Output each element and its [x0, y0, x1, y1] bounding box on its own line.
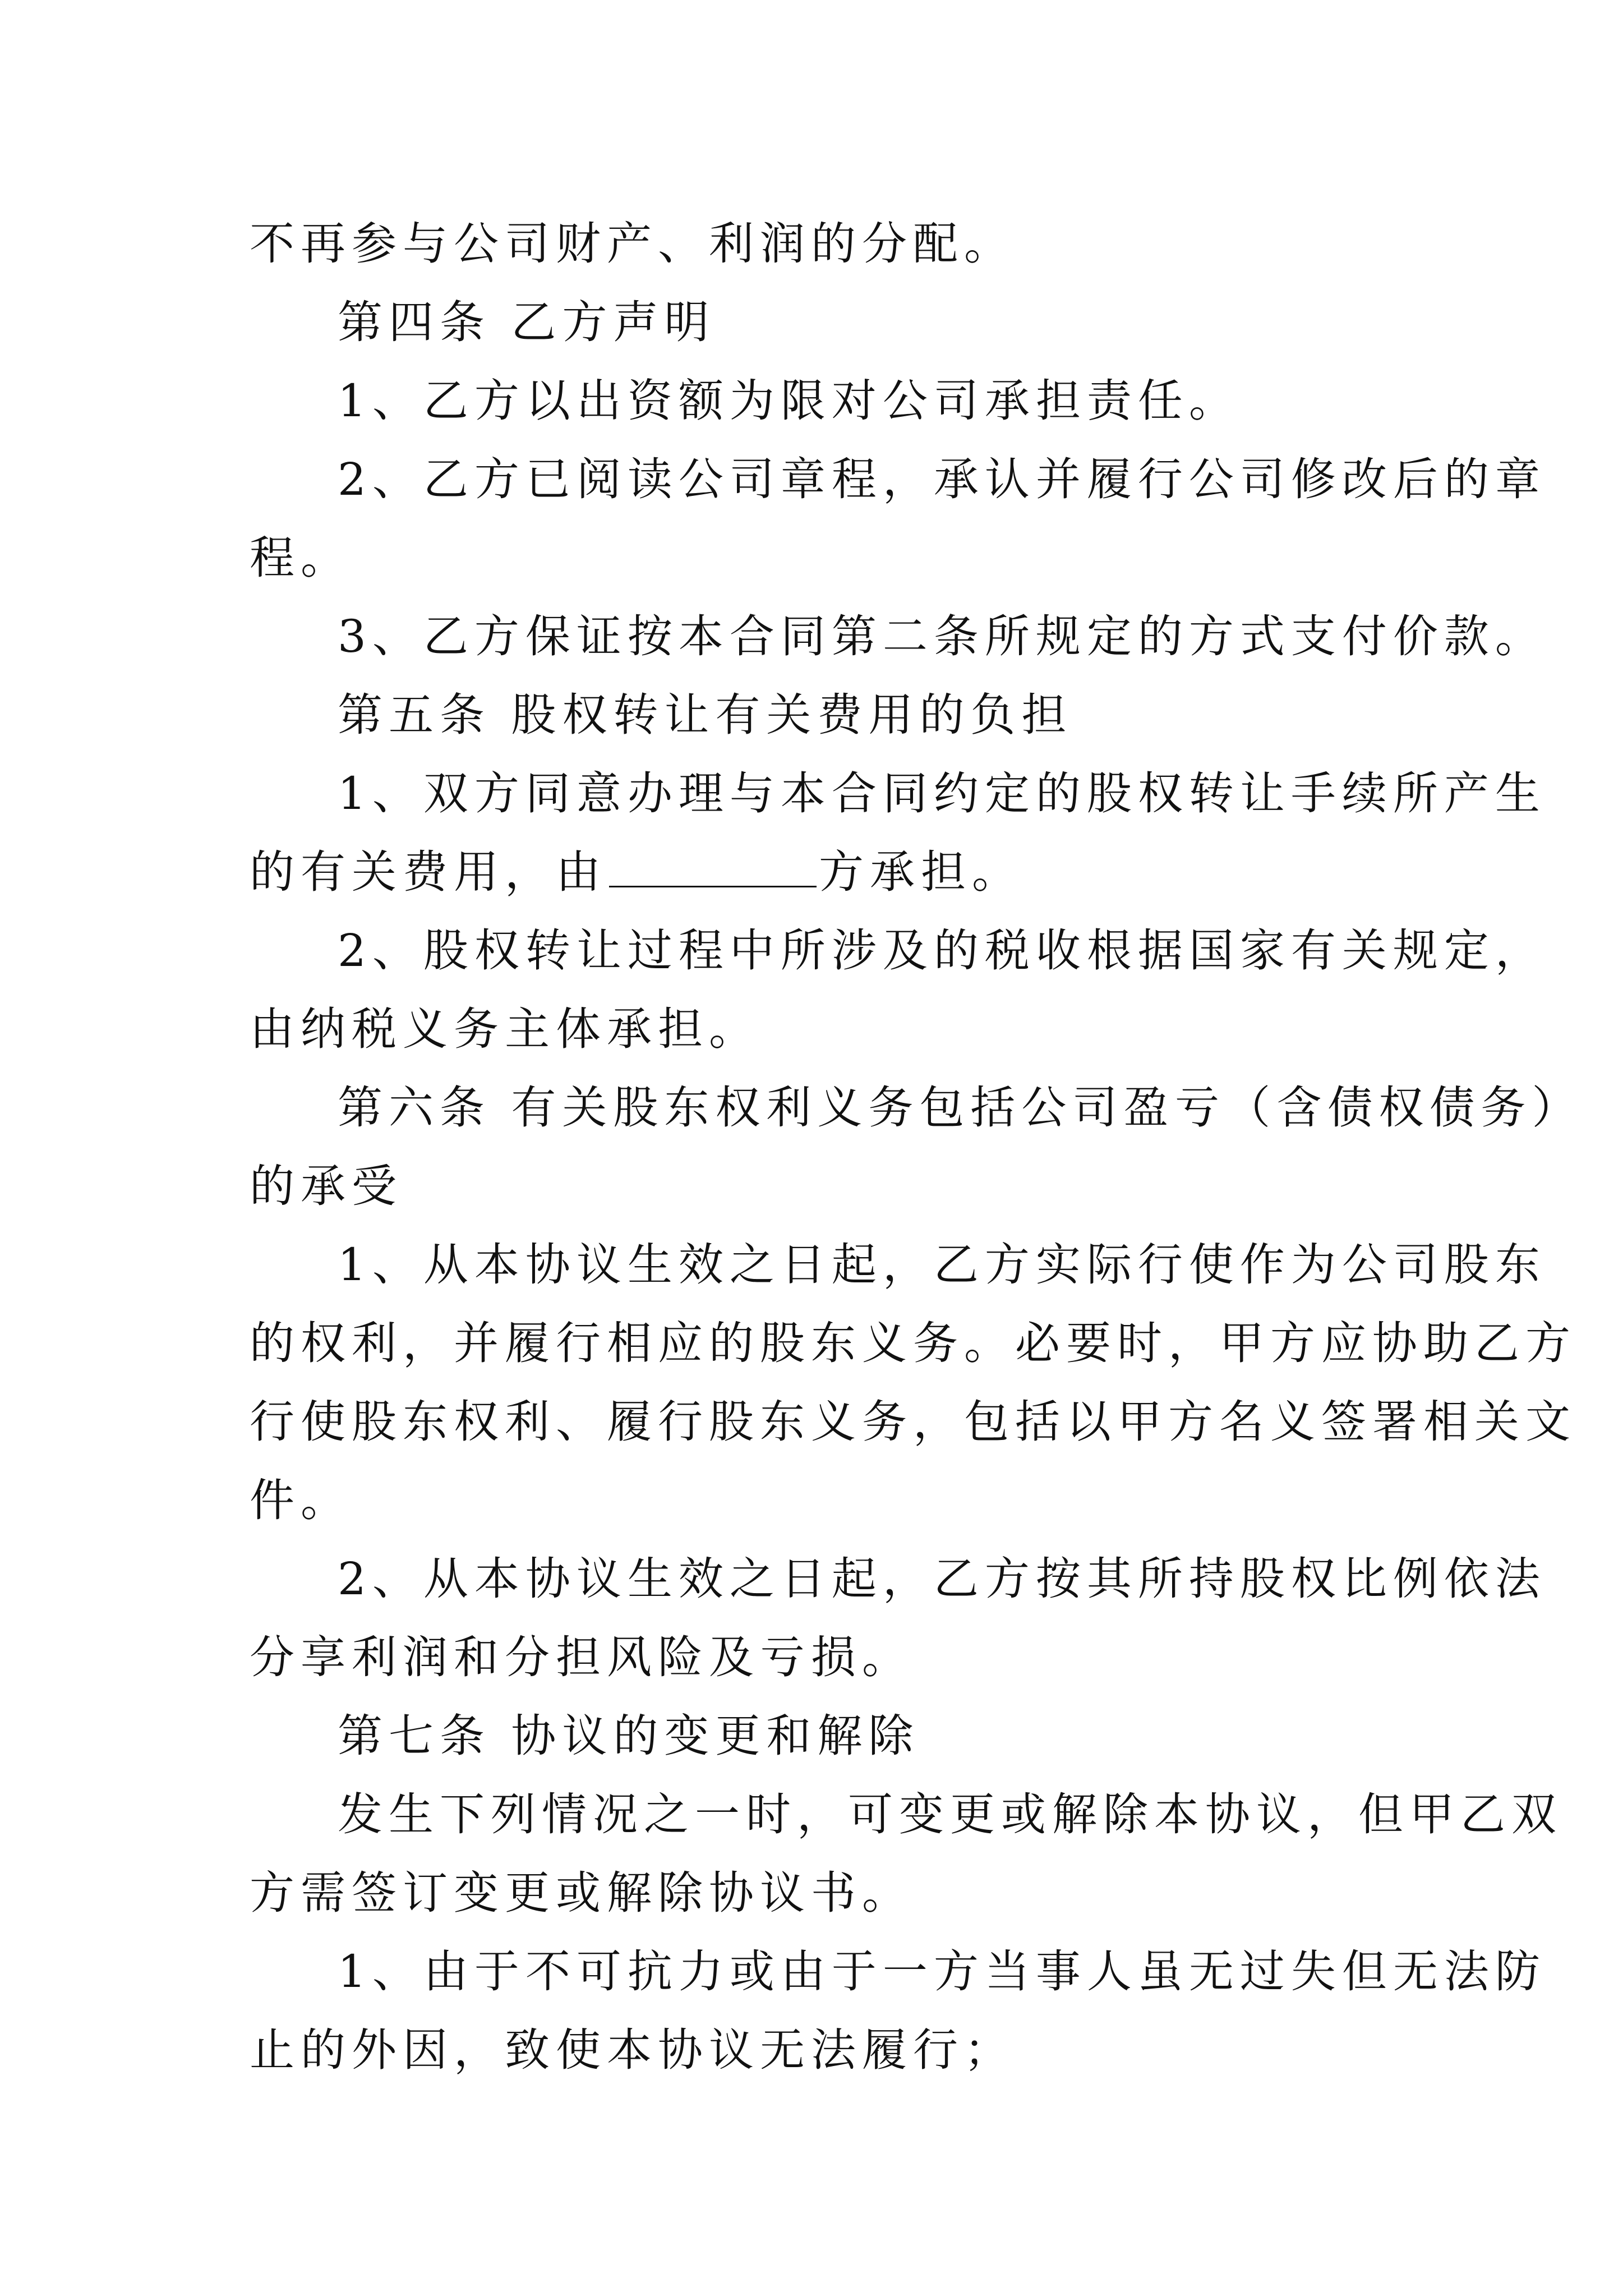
article-heading-6-line-2: 的承受 [250, 1160, 403, 1212]
article-4-clause-1: 1、乙方以出资额为限对公司承担责任。 [338, 375, 1240, 427]
text-segment: 的有关费用，由 [250, 846, 607, 898]
article-7-clause-1-line-1: 1、由于不可抗力或由于一方当事人虽无过失但无法防 [338, 1945, 1546, 1998]
article-6-clause-1-line-3: 行使股东权利、履行股东义务，包括以甲方名义签署相关文 [250, 1396, 1576, 1448]
article-4-clause-2-line-1: 2、乙方已阅读公司章程，承认并履行公司修改后的章 [338, 453, 1546, 505]
article-7-clause-1-line-2: 止的外因，致使本协议无法履行； [250, 2024, 1015, 2076]
article-5-clause-2-line-1: 2、股权转让过程中所涉及的税收根据国家有关规定， [338, 924, 1546, 977]
article-heading-7: 第七条 协议的变更和解除 [338, 1710, 920, 1762]
article-4-clause-2-line-2: 程。 [250, 532, 352, 584]
article-7-intro-line-2: 方需签订变更或解除协议书。 [250, 1867, 913, 1919]
text-segment: 方承担。 [819, 846, 1023, 898]
article-heading-5: 第五条 股权转让有关费用的负担 [338, 689, 1073, 741]
paragraph-line-continuation: 不再参与公司财产、利润的分配。 [250, 218, 1015, 270]
article-5-clause-1-line-2 [250, 844, 1023, 900]
article-4-clause-3: 3、乙方保证按本合同第二条所规定的方式支付价款。 [338, 610, 1546, 662]
fill-in-blank [609, 852, 817, 887]
article-heading-6-line-1: 第六条 有关股东权利义务包括公司盈亏（含债权债务） [338, 1082, 1583, 1134]
article-7-intro-line-1: 发生下列情况之一时，可变更或解除本协议，但甲乙双 [338, 1788, 1562, 1841]
article-6-clause-2-line-2: 分享利润和分担风险及亏损。 [250, 1631, 913, 1683]
article-6-clause-1-line-2: 的权利，并履行相应的股东义务。必要时，甲方应协助乙方 [250, 1317, 1576, 1369]
article-5-clause-1-line-1: 1、双方同意办理与本合同约定的股权转让手续所产生 [338, 767, 1546, 820]
article-heading-4: 第四条 乙方声明 [338, 296, 716, 348]
article-6-clause-2-line-1: 2、从本协议生效之日起，乙方按其所持股权比例依法 [338, 1553, 1546, 1605]
article-5-clause-2-line-2: 由纳税义务主体承担。 [250, 1003, 760, 1055]
article-6-clause-1-line-4: 件。 [250, 1474, 352, 1526]
article-6-clause-1-line-1: 1、从本协议生效之日起，乙方实际行使作为公司股东 [338, 1239, 1546, 1291]
